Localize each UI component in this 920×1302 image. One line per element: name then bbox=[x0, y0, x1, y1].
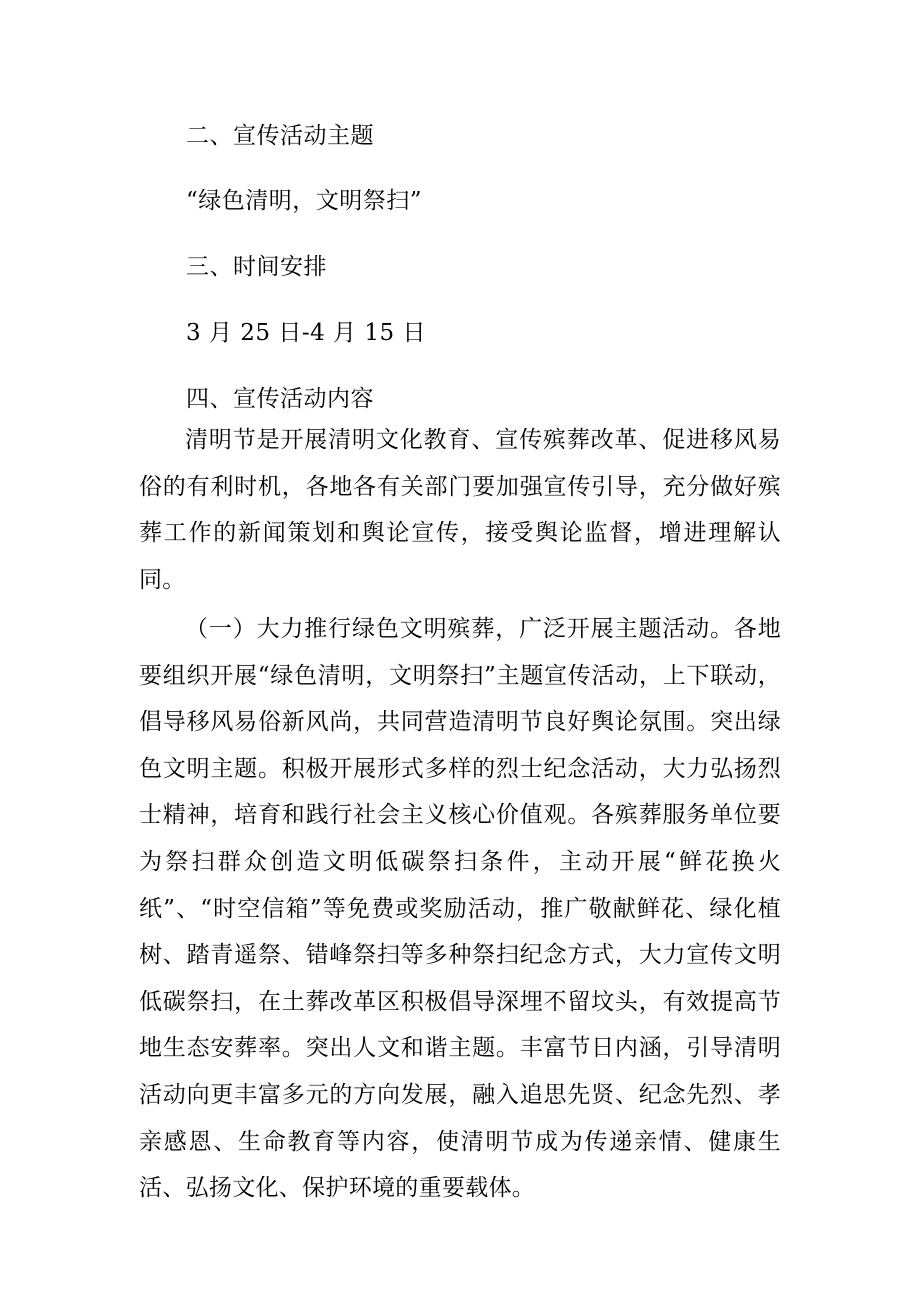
paragraph-section-one: （一）大力推行绿色文明殡葬，广泛开展主题活动。各地要组织开展“绿色清明，文明祭扫”主题宣传活动，上下联动，倡导移风易俗新风尚，共同营造清明节良好舆论氛围。突出绿色文明主题。积极开展形式多样的烈士纪念活动，大力弘扬烈士精神，培育和践行社会主义核心价值观。各殡葬服务单位要为祭扫群众创造文明低碳祭扫条件，主动开展“鲜花换火纸”、“时空信箱”等免费或奖励活动，推广敬献鲜花、绿化植树、踏青遥祭、错峰祭扫等多种祭扫纪念方式，大力宣传文明低碳祭扫，在土葬改革区积极倡导深埋不留坟头，有效提高节地生态安葬率。突出人文和谐主题。丰富节日内涵，引导清明活动向更丰富多元的方向发展，融入追思先贤、纪念先烈、孝亲感恩、生命教育等内容，使清明节成为传递亲情、健康生活、弘扬文化、保护环境的重要载体。 bbox=[139, 616, 781, 1202]
heading-content: 四、宣传活动内容 bbox=[186, 386, 374, 412]
heading-schedule: 三、时间安排 bbox=[186, 254, 327, 280]
theme-slogan: “绿色清明，文明祭扫” bbox=[186, 188, 423, 214]
schedule-dates: 3 月 25 日-4 月 15 日 bbox=[186, 320, 426, 346]
heading-theme: 二、宣传活动主题 bbox=[186, 123, 374, 149]
paragraph-intro: 清明节是开展清明文化教育、宣传殡葬改革、促进移风易俗的有利时机，各地各有关部门要加强宣传引导，充分做好殡葬工作的新闻策划和舆论宣传，接受舆论监督，增进理解认同。 bbox=[139, 427, 781, 593]
